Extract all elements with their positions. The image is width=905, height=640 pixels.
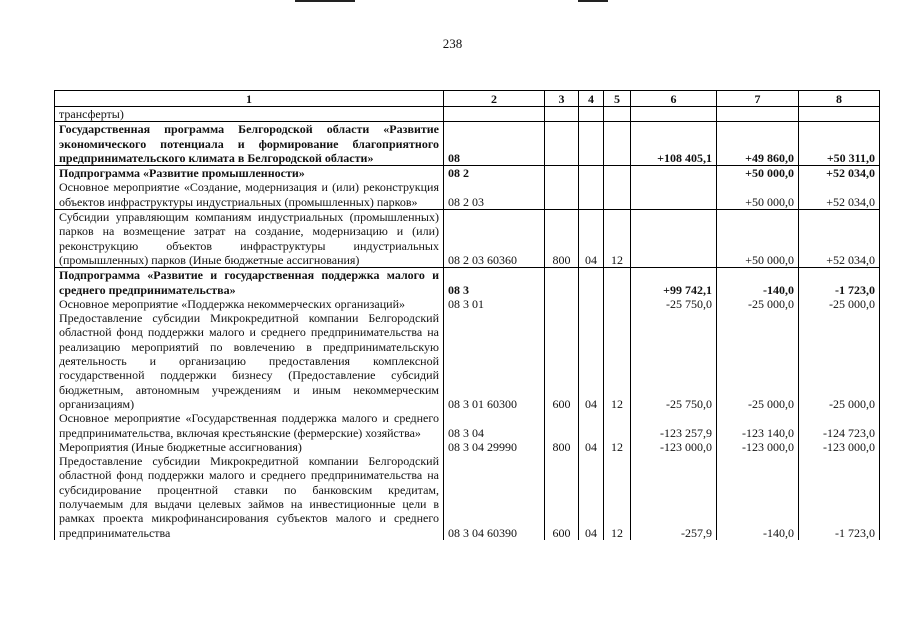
- row-name: Субсидии управляющим компаниям индустриальных (промышленных) парков на возмещение затрат на создание, модернизацию и (или) реконструкцию объектов инфраструктуры индустриальных (промышленных) парков (Иные бюджетные ассигнования): [55, 210, 444, 268]
- row-col-3: 800: [545, 210, 579, 268]
- row-col-3: [545, 180, 579, 209]
- row-col-3: [545, 107, 579, 122]
- table-row: [55, 122, 880, 166]
- row-name: Основное мероприятие «Поддержка некоммерческих организаций»: [55, 297, 444, 311]
- row-name: Предоставление субсидии Микрокредитной компании Белгородский областной фонд поддержки малого и среднего предпринимательства на субсидирование процентной ставки по банковским кредитам, получаемым для выдачи целевых займов на инвестиционные цели в рамках проекта микрофинансирования субъектов малого и среднего предпринимательства: [55, 454, 444, 540]
- row-col-8: +52 034,0: [799, 180, 880, 209]
- row-col-3: 600: [545, 454, 579, 540]
- row-name: Основное мероприятие «Государственная поддержка малого и среднего предпринимательства, включая крестьянские (фермерские) хозяйства»: [55, 411, 444, 440]
- column-header: 3: [545, 91, 579, 107]
- row-col-8: +52 034,0: [799, 210, 880, 268]
- table-row: [55, 311, 880, 411]
- row-col-6: -257,9: [631, 454, 717, 540]
- table-row: [55, 210, 880, 268]
- row-code: 08: [444, 122, 545, 166]
- row-col-7: -123 000,0: [717, 440, 799, 454]
- table-row: [55, 454, 880, 540]
- row-col-4: 04: [579, 311, 604, 411]
- row-col-7: -25 000,0: [717, 311, 799, 411]
- row-col-6: -123 257,9: [631, 411, 717, 440]
- row-name: Основное мероприятие «Создание, модернизация и (или) реконструкция объектов инфраструктуры индустриальных (промышленных) парков»: [55, 180, 444, 209]
- row-col-5: 12: [604, 311, 631, 411]
- row-col-7: -140,0: [717, 454, 799, 540]
- row-col-5: [604, 297, 631, 311]
- row-col-8: +50 311,0: [799, 122, 880, 166]
- row-col-4: [579, 297, 604, 311]
- row-col-6: +99 742,1: [631, 268, 717, 297]
- row-col-6: [631, 180, 717, 209]
- row-name: трансферты): [55, 107, 444, 122]
- table-header-row: [55, 91, 880, 107]
- row-code: 08 3 04 60390: [444, 454, 545, 540]
- row-col-6: -25 750,0: [631, 311, 717, 411]
- row-col-4: 04: [579, 210, 604, 268]
- row-col-5: [604, 122, 631, 166]
- row-col-4: [579, 180, 604, 209]
- row-col-5: [604, 107, 631, 122]
- row-col-4: 04: [579, 454, 604, 540]
- row-col-5: [604, 411, 631, 440]
- row-col-4: [579, 268, 604, 297]
- row-col-4: [579, 166, 604, 181]
- row-col-3: [545, 268, 579, 297]
- table-row: [55, 411, 880, 440]
- row-col-8: [799, 107, 880, 122]
- row-col-7: +50 000,0: [717, 210, 799, 268]
- row-col-7: +50 000,0: [717, 166, 799, 181]
- table-row: [55, 166, 880, 181]
- row-col-7: +50 000,0: [717, 180, 799, 209]
- row-col-4: [579, 122, 604, 166]
- row-col-3: 600: [545, 311, 579, 411]
- table-row: [55, 268, 880, 297]
- table-row: [55, 297, 880, 311]
- row-col-6: [631, 210, 717, 268]
- budget-table: [54, 90, 880, 540]
- page-number: 238: [442, 36, 463, 51]
- column-header: 1: [55, 91, 444, 107]
- column-header: 7: [717, 91, 799, 107]
- row-col-6: -25 750,0: [631, 297, 717, 311]
- row-col-6: [631, 166, 717, 181]
- scan-edge-mark: [578, 0, 608, 2]
- column-header: 8: [799, 91, 880, 107]
- row-code: 08 2: [444, 166, 545, 181]
- row-col-5: 12: [604, 454, 631, 540]
- table-row: [55, 107, 880, 122]
- row-col-7: +49 860,0: [717, 122, 799, 166]
- row-col-7: -25 000,0: [717, 297, 799, 311]
- row-col-3: [545, 297, 579, 311]
- table-row: [55, 180, 880, 209]
- row-col-7: -140,0: [717, 268, 799, 297]
- row-col-8: -1 723,0: [799, 268, 880, 297]
- row-col-8: -25 000,0: [799, 311, 880, 411]
- row-col-6: -123 000,0: [631, 440, 717, 454]
- row-col-4: [579, 411, 604, 440]
- row-col-5: 12: [604, 440, 631, 454]
- table-body: [55, 107, 880, 540]
- row-col-8: -25 000,0: [799, 297, 880, 311]
- row-name: Подпрограмма «Развитие и государственная поддержка малого и среднего предпринимательства»: [55, 268, 444, 297]
- row-name: Мероприятия (Иные бюджетные ассигнования): [55, 440, 444, 454]
- row-col-7: [717, 107, 799, 122]
- row-name: Подпрограмма «Развитие промышленности»: [55, 166, 444, 181]
- row-col-3: 800: [545, 440, 579, 454]
- row-col-5: 12: [604, 210, 631, 268]
- row-code: 08 2 03: [444, 180, 545, 209]
- row-code: 08 2 03 60360: [444, 210, 545, 268]
- row-col-5: [604, 166, 631, 181]
- row-code: 08 3 04: [444, 411, 545, 440]
- row-col-4: [579, 107, 604, 122]
- row-col-6: [631, 107, 717, 122]
- row-code: [444, 107, 545, 122]
- row-col-6: +108 405,1: [631, 122, 717, 166]
- row-col-3: [545, 166, 579, 181]
- column-header: 4: [579, 91, 604, 107]
- column-header: 5: [604, 91, 631, 107]
- row-col-8: -123 000,0: [799, 440, 880, 454]
- column-header: 6: [631, 91, 717, 107]
- row-name: Государственная программа Белгородской области «Развитие экономического потенциала и формирование благоприятного предпринимательского климата в Белгородской области»: [55, 122, 444, 166]
- table-row: [55, 440, 880, 454]
- row-code: 08 3: [444, 268, 545, 297]
- row-col-5: [604, 268, 631, 297]
- row-code: 08 3 04 29990: [444, 440, 545, 454]
- row-code: 08 3 01 60300: [444, 311, 545, 411]
- row-col-4: 04: [579, 440, 604, 454]
- row-col-3: [545, 411, 579, 440]
- row-code: 08 3 01: [444, 297, 545, 311]
- row-col-7: -123 140,0: [717, 411, 799, 440]
- row-col-5: [604, 180, 631, 209]
- row-col-8: -124 723,0: [799, 411, 880, 440]
- scan-edge-mark: [295, 0, 355, 2]
- row-col-3: [545, 122, 579, 166]
- column-header: 2: [444, 91, 545, 107]
- row-col-8: -1 723,0: [799, 454, 880, 540]
- row-name: Предоставление субсидии Микрокредитной компании Белгородский областной фонд поддержки малого и среднего предпринимательства на реализацию мероприятий по вовлечению в предпринимательскую деятельность и организацию предоставления комплексной государственной поддержки бизнесу (Предоставление субсидий бюджетным, автономным учреждениям и иным некоммерческим организациям): [55, 311, 444, 411]
- row-col-8: +52 034,0: [799, 166, 880, 181]
